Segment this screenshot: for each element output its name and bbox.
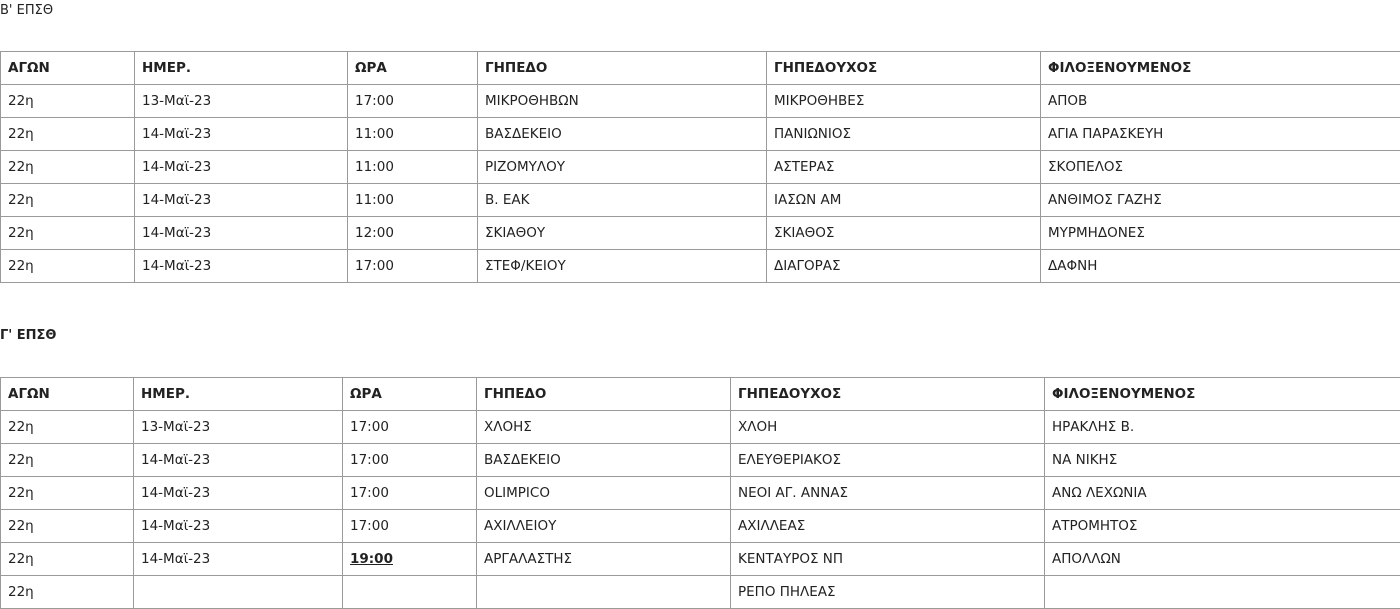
cell-home-team: ΝΕΟΙ ΑΓ. ΑΝΝΑΣ <box>731 477 1045 510</box>
cell-round: 22η <box>1 576 134 609</box>
cell-home-team: ΧΛΟΗ <box>731 411 1045 444</box>
cell-venue: ΣΚΙΑΘΟΥ <box>478 217 767 250</box>
cell-home-team: ΜΙΚΡΟΘΗΒΕΣ <box>767 85 1041 118</box>
table-row <box>1 576 1400 609</box>
cell-away-team: ΑΠΟΒ <box>1041 85 1400 118</box>
cell-venue: Β. ΕΑΚ <box>478 184 767 217</box>
section-title-b-epsth: Β' ΕΠΣΘ <box>0 1 53 21</box>
cell-home-team: ΡΕΠΟ ΠΗΛΕΑΣ <box>731 576 1045 609</box>
table-row <box>1 510 1400 543</box>
header-date: ΗΜΕΡ. <box>134 378 343 411</box>
cell-away-team: ΑΝΩ ΛΕΧΩΝΙΑ <box>1045 477 1400 510</box>
cell-time: 11:00 <box>348 151 478 184</box>
header-away-team: ΦΙΛΟΞΕΝΟΥΜΕΝΟΣ <box>1041 52 1400 85</box>
table-row <box>1 85 1400 118</box>
cell-date: 14-Μαϊ-23 <box>135 250 348 283</box>
cell-round: 22η <box>1 118 135 151</box>
cell-away-team <box>1045 576 1400 609</box>
cell-time: 17:00 <box>343 510 477 543</box>
table-header-row <box>1 378 1400 411</box>
cell-home-team: ΙΑΣΩΝ ΑΜ <box>767 184 1041 217</box>
cell-away-team: ΜΥΡΜΗΔΟΝΕΣ <box>1041 217 1400 250</box>
table-row <box>1 151 1400 184</box>
cell-date: 14-Μαϊ-23 <box>134 444 343 477</box>
table-row <box>1 184 1400 217</box>
cell-time: 17:00 <box>348 250 478 283</box>
header-venue: ΓΗΠΕΔΟ <box>477 378 731 411</box>
cell-round: 22η <box>1 543 134 576</box>
cell-date: 14-Μαϊ-23 <box>135 151 348 184</box>
cell-home-team: ΠΑΝΙΩΝΙΟΣ <box>767 118 1041 151</box>
cell-home-team: ΕΛΕΥΘΕΡΙΑΚΟΣ <box>731 444 1045 477</box>
header-home-team: ΓΗΠΕΔΟΥΧΟΣ <box>731 378 1045 411</box>
cell-away-team: ΑΓΙΑ ΠΑΡΑΣΚΕΥΗ <box>1041 118 1400 151</box>
cell-time: 12:00 <box>348 217 478 250</box>
fixtures-table-b-epsth <box>0 51 1400 283</box>
fixtures-table-g-epsth <box>0 377 1400 609</box>
cell-venue: ΑΡΓΑΛΑΣΤΗΣ <box>477 543 731 576</box>
cell-time: 17:00 <box>348 85 478 118</box>
header-away-team: ΦΙΛΟΞΕΝΟΥΜΕΝΟΣ <box>1045 378 1400 411</box>
cell-home-team: ΚΕΝΤΑΥΡΟΣ ΝΠ <box>731 543 1045 576</box>
cell-venue: ΣΤΕΦ/ΚΕΙΟΥ <box>478 250 767 283</box>
cell-round: 22η <box>1 444 134 477</box>
table-header-row <box>1 52 1400 85</box>
cell-venue: ΒΑΣΔΕΚΕΙΟ <box>477 444 731 477</box>
cell-venue: ΡΙΖΟΜΥΛΟΥ <box>478 151 767 184</box>
header-time: ΩΡΑ <box>343 378 477 411</box>
cell-date: 14-Μαϊ-23 <box>135 184 348 217</box>
header-venue: ΓΗΠΕΔΟ <box>478 52 767 85</box>
cell-time: 11:00 <box>348 118 478 151</box>
cell-date: 14-Μαϊ-23 <box>134 510 343 543</box>
table-row <box>1 543 1400 576</box>
cell-away-team: ΑΤΡΟΜΗΤΟΣ <box>1045 510 1400 543</box>
cell-time: 17:00 <box>343 444 477 477</box>
cell-date: 14-Μαϊ-23 <box>135 217 348 250</box>
cell-date <box>134 576 343 609</box>
cell-away-team: ΝΑ ΝΙΚΗΣ <box>1045 444 1400 477</box>
section-title-g-epsth: Γ' ΕΠΣΘ <box>0 326 56 346</box>
table-row <box>1 444 1400 477</box>
cell-time: 11:00 <box>348 184 478 217</box>
cell-round: 22η <box>1 477 134 510</box>
cell-away-team: ΣΚΟΠΕΛΟΣ <box>1041 151 1400 184</box>
cell-home-team: ΑΣΤΕΡΑΣ <box>767 151 1041 184</box>
cell-date: 14-Μαϊ-23 <box>134 543 343 576</box>
cell-round: 22η <box>1 411 134 444</box>
header-round: ΑΓΩΝ <box>1 378 134 411</box>
table-row <box>1 477 1400 510</box>
cell-round: 22η <box>1 184 135 217</box>
cell-time-changed: 19:00 <box>343 543 477 576</box>
cell-venue <box>477 576 731 609</box>
header-date: ΗΜΕΡ. <box>135 52 348 85</box>
cell-home-team: ΔΙΑΓΟΡΑΣ <box>767 250 1041 283</box>
table-row <box>1 250 1400 283</box>
table-row <box>1 118 1400 151</box>
cell-time: 17:00 <box>343 477 477 510</box>
table-row <box>1 217 1400 250</box>
cell-venue: ΜΙΚΡΟΘΗΒΩΝ <box>478 85 767 118</box>
cell-away-team: ΗΡΑΚΛΗΣ Β. <box>1045 411 1400 444</box>
cell-round: 22η <box>1 85 135 118</box>
cell-date: 13-Μαϊ-23 <box>134 411 343 444</box>
cell-away-team: ΑΝΘΙΜΟΣ ΓΑΖΗΣ <box>1041 184 1400 217</box>
cell-venue: OLIMPICO <box>477 477 731 510</box>
header-time: ΩΡΑ <box>348 52 478 85</box>
cell-home-team: ΑΧΙΛΛΕΑΣ <box>731 510 1045 543</box>
cell-round: 22η <box>1 510 134 543</box>
cell-round: 22η <box>1 217 135 250</box>
cell-home-team: ΣΚΙΑΘΟΣ <box>767 217 1041 250</box>
cell-venue: ΒΑΣΔΕΚΕΙΟ <box>478 118 767 151</box>
header-home-team: ΓΗΠΕΔΟΥΧΟΣ <box>767 52 1041 85</box>
cell-away-team: ΑΠΟΛΛΩΝ <box>1045 543 1400 576</box>
cell-round: 22η <box>1 151 135 184</box>
cell-date: 14-Μαϊ-23 <box>135 118 348 151</box>
cell-date: 13-Μαϊ-23 <box>135 85 348 118</box>
cell-venue: ΧΛΟΗΣ <box>477 411 731 444</box>
cell-venue: ΑΧΙΛΛΕΙΟΥ <box>477 510 731 543</box>
header-round: ΑΓΩΝ <box>1 52 135 85</box>
table-row <box>1 411 1400 444</box>
cell-date: 14-Μαϊ-23 <box>134 477 343 510</box>
cell-time <box>343 576 477 609</box>
cell-time: 17:00 <box>343 411 477 444</box>
cell-away-team: ΔΑΦΝΗ <box>1041 250 1400 283</box>
cell-round: 22η <box>1 250 135 283</box>
